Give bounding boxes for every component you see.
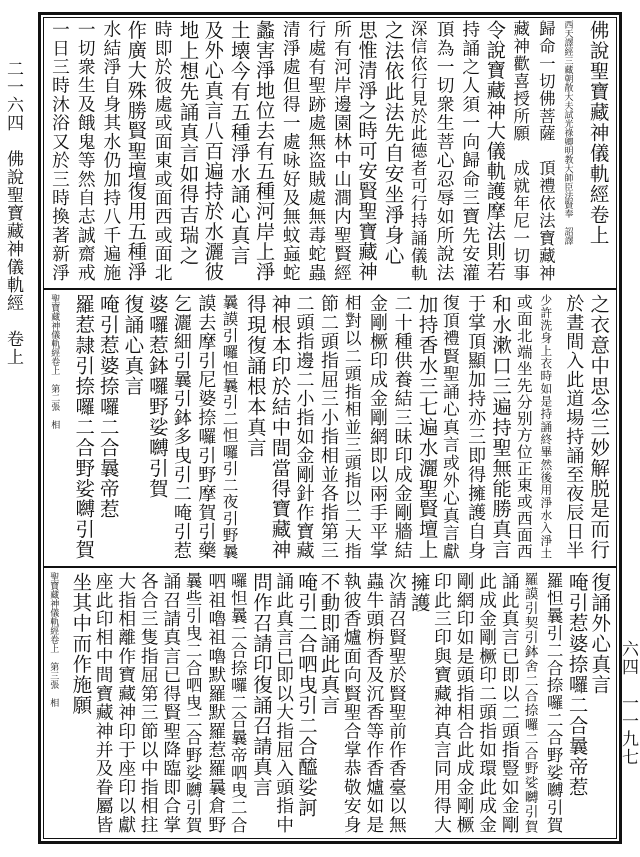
lower-column: 囉怛曩二合捺囉二合曩帝呬曳二合	[228, 572, 248, 834]
lower-column: 聖寶藏神儀軌經卷上 第三張 相	[48, 572, 59, 707]
middle-column: 復頂禮賢聖誦心真言或外心真言獻	[440, 294, 461, 560]
lower-column: 次請召賢聖於賢聖前作香臺以無	[386, 572, 407, 834]
lower-column: 唵引二合呬曳引二合醯娑訶	[294, 572, 318, 818]
upper-column: 土壊今有五種淨水誦心真言	[227, 20, 251, 266]
lower-column: 曩些引曳二合呬曳二合野娑嚩引賀	[183, 572, 203, 834]
lower-column: 蟲牛頭栴香及沉香等作香爐如是	[363, 572, 384, 834]
upper-column: 持誦之人須一向歸命三寶先安灌	[459, 20, 480, 282]
register-divider	[43, 288, 617, 290]
upper-column: 清淨處但得一處咏好及無蚊蝱蛇	[280, 20, 301, 282]
middle-column: 節二頭指屈三小指相並各指第三	[318, 294, 339, 560]
upper-column: 一日三時沐浴又於三時換著新淨	[49, 20, 70, 282]
lower-column: 羅怛曩引二合捺囉二合野娑嚩引賀	[544, 572, 564, 834]
upper-column: 藏神歡喜授所願 成就年尼一切事	[510, 20, 530, 282]
middle-column: 聖寶藏神儀軌經卷上 第二張 相	[49, 294, 60, 429]
middle-column: 于掌頂顯加持亦三即得擁護自身	[465, 294, 487, 560]
middle-column: 和水漱口三遍持聖無能勝真言	[489, 294, 513, 560]
lower-column: 坐其中而作施願	[69, 572, 93, 716]
middle-column: 二十種供養結三昧印成金剛牆結	[391, 294, 413, 560]
middle-column: 羅惹隷引捺囉二合野娑嚩引賀	[72, 294, 96, 560]
lower-column: 執彼香爐面向賢聖合掌恭敬安身	[341, 572, 362, 834]
upper-column: 行處有聖跡處無盗賊處無毒蛇蟲	[305, 20, 326, 282]
lower-column: 各合三隻指屈第三節以中指相拄	[138, 572, 159, 834]
upper-column: 及外心真言八百遍持於水灑彼	[201, 20, 225, 282]
lower-column: 大指相離作寶藏神印于座印以獻	[115, 572, 136, 834]
lower-column: 此成金剛橛印二頭指如環此成金	[476, 572, 497, 834]
lower-column: 羅謨引契引鉢舍二合捺囉二合野娑嚩引賀	[521, 572, 538, 834]
middle-column: 唵引惹婆捺囉二合曩帝惹	[96, 294, 120, 520]
middle-column: 乞灑細引曩引鉢多曳引二唵引惹	[170, 294, 192, 560]
upper-column: 一切衆生及餓鬼等然自志誠齋戒	[75, 20, 96, 282]
middle-column: 婆囉惹鉢囉野娑嚩引賀	[145, 294, 169, 499]
right-margin-page-number: 六四 一一九七	[618, 640, 638, 766]
upper-column: 西天譯經三藏朝散大夫試光祿卿明教大師臣法賢奉 詔譯	[562, 20, 573, 245]
middle-column: 二頭指邊二小指如金剛針作寶藏	[293, 294, 315, 560]
lower-column: 不動即誦此真言	[317, 572, 341, 716]
lower-column: 誦此真言已即以大指屈入頭指中	[273, 572, 294, 834]
upper-column: 水結淨自身其水仍加持八千遍施	[100, 20, 121, 282]
upper-column: 蠡害淨地位去有五種河岸上淨	[253, 20, 277, 282]
upper-column: 作廣大殊勝賢聖壇復用五種淨	[124, 20, 148, 282]
left-margin-title: 二一六四 佛說聖寶藏神儀軌經 卷上	[3, 60, 23, 366]
upper-column: 地上想先誦真言如得吉瑞之	[176, 20, 200, 266]
lower-column: 誦召請真言已得賢聖降臨即合掌	[160, 572, 181, 834]
middle-column: 於晝間入此道場持誦至夜辰日半	[563, 294, 585, 560]
upper-column: 佛說聖寶藏神儀軌經卷上	[586, 20, 610, 246]
upper-column: 時即於彼處或面東或面西或面北	[152, 20, 173, 282]
upper-column: 令說寶藏神大儀軌護摩法則若	[483, 20, 507, 282]
middle-column: 復誦心真言	[121, 294, 145, 397]
middle-column: 金剛橛印成金剛網即以兩手平掌	[367, 294, 389, 560]
upper-column: 深信依行見於此德者可行持誦儀軌	[408, 20, 428, 282]
lower-column: 問作召請印復誦召請真言	[249, 572, 273, 798]
middle-column: 神根本印於結中間當得寶藏神	[268, 294, 292, 560]
lower-column: 座此印相中間寶藏神并及眷屬皆	[93, 572, 114, 834]
lower-column: 復誦外心真言	[588, 572, 612, 695]
middle-column: 之衣意中思念三妙解脱是而行	[587, 294, 611, 560]
lower-column: 剛網印如是頭指相合此成金剛橛	[454, 572, 475, 834]
middle-column: 謨去摩引尼婆捺囉引野摩賀引藥	[195, 294, 217, 560]
upper-column: 所有河岸邊園林中山澗内聖賢經	[331, 20, 352, 282]
upper-column: 頂為一切衆生菩心忍辱如所說法	[434, 20, 455, 282]
upper-column: 思惟清淨之時可安賢聖寶藏神	[355, 20, 379, 282]
lower-column: 誦此真言已即以二頭指豎如金剛	[499, 572, 520, 834]
upper-column: 之法依此法先自安坐淨身心	[381, 20, 405, 266]
middle-column: 少許洗身上衣時如是持誦終畢然後用淨水入淨土	[539, 294, 554, 560]
middle-column: 或面北端坐先分别方位正東或西面西	[514, 294, 533, 560]
middle-column: 加持香水三七遍水灑聖賢壇上	[415, 294, 439, 560]
lower-column: 唵引惹婆捺囉二合曩帝惹	[565, 572, 589, 798]
lower-column: 擁護	[407, 572, 431, 613]
lower-column: 印此三印與寶藏神真言同用得大	[431, 572, 452, 834]
register-divider	[43, 566, 617, 568]
lower-column: 呬祖嚕祖嚕默羅默羅惹羅曩倉野	[205, 572, 226, 834]
middle-column: 得現復誦根本真言	[243, 294, 267, 458]
upper-column: 歸命一切佛菩薩 頂禮依法寶藏神	[536, 20, 556, 282]
middle-column: 曩謨引囉怛曩引二怛囉引二夜引野曩	[220, 294, 239, 560]
middle-column: 相對以二頭指相並三頭指以二大指	[342, 294, 363, 560]
